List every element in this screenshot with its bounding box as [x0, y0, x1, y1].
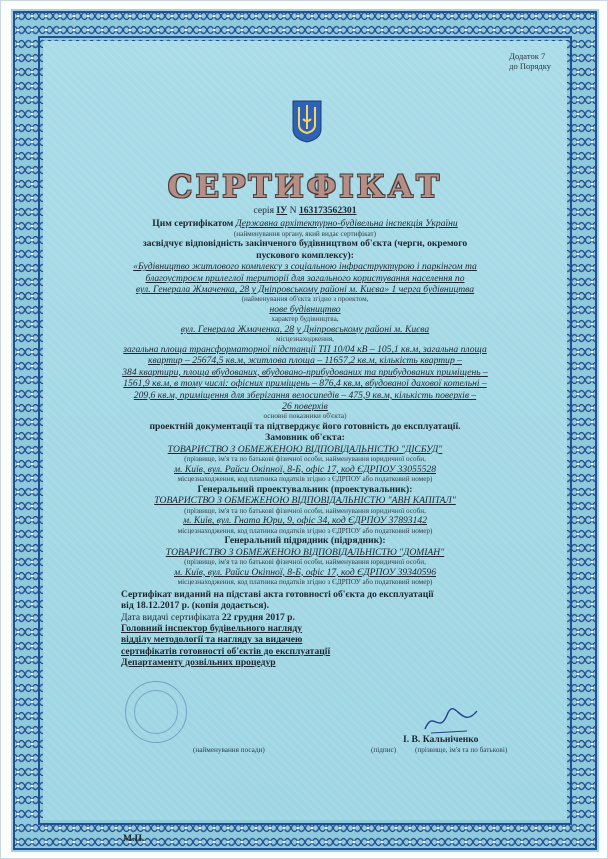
signatory-position-2: відділу методології та нагляду за видачею [121, 634, 303, 646]
name-caption: (прізвище, ім'я та по батькові) [415, 746, 508, 754]
customer-caption-1: (прізвище, ім'я та по батькові фізичної особи, найменування юридичної особи, [184, 455, 426, 464]
issue-date: 22 грудня 2017 р. [221, 611, 295, 623]
confirms-line-2: пускового комплексу): [256, 249, 354, 261]
indicators-line-1: загальна площа трансформаторної підстанції ТП 10/04 кВ – 105,1 кв.м, загальна площа [123, 344, 487, 356]
annex-line-2: до Порядку [509, 61, 551, 71]
construction-type: нове будівництво [269, 304, 341, 316]
annex-line-1: Додаток 7 [509, 51, 546, 61]
series-code: IУ [276, 205, 288, 216]
designer-caption-2: місцезнаходження, код платника податків згідно з ЄДРПОУ або податковий номер) [177, 526, 433, 535]
series-line [43, 205, 567, 216]
indicators-line-3: 384 квартири, площа вбудованих, вбудовано-прибудованих та прибудованих приміщень – [122, 366, 488, 378]
designer-name: ТОВАРИСТВО З ОБМЕЖЕНОЮ ВІДПОВІДАЛЬНІСТЮ "АВН КАПІТАЛ" [154, 495, 456, 507]
issuer-caption: (найменування органу, який видає сертифікат) [233, 229, 377, 238]
indicators-caption: основні показники об'єкта) [263, 412, 347, 421]
issued-basis-line-1: Сертифікат виданий на підставі акта готовності об'єкта до експлуатації [121, 588, 434, 600]
indicators-line-4: 1561,9 кв.м, в тому числі: офісних приміщень – 876,4 кв.м, вбудованої дахової котельні – [123, 378, 487, 390]
seal-place-mark: М.П. [123, 833, 145, 844]
customer-address: м. Київ, вул. Райси Окіпної, 8-Б, офіс 17, код ЄДРПОУ 33055528 [173, 463, 437, 475]
confirms-line-1: засвідчує відповідність закінченого будівництвом об'єкта (черги, окремого [142, 238, 468, 250]
object-line-1: «Будівництво житлового комплексу з соціальною інфраструктурою і паркінгом та [133, 261, 477, 273]
designer-heading: Генеральний проектувальник (проектувальник): [197, 483, 413, 495]
certificate-body [43, 205, 567, 669]
object-line-3: вул. Генерала Жмаченка, 28 у Дніпровському районі м. Києва» 1 черга будівництва [135, 284, 475, 296]
intro-text: Цим сертифікатом [152, 218, 234, 230]
contractor-address: м. Київ, вул. Райси Окіпної, 8-Б, офіс 17, код ЄДРПОУ 39340596 [173, 566, 437, 578]
indicators-line-5: 209,6 кв.м, приміщення для зберігання велосипедів – 475,9 кв.м, кількість поверхів – [133, 389, 477, 401]
contractor-heading: Генеральний підрядник (підрядник): [224, 535, 386, 547]
issued-basis-line-2: від 18.12.2017 р. (копія додається). [121, 600, 269, 612]
issue-date-line [43, 612, 567, 623]
object-location: вул. Генерала Жмаченка, 28 у Дніпровському районі м. Києва [180, 324, 430, 336]
contractor-caption-1: (прізвище, ім'я та по батькові фізичної особи, найменування юридичної особи, [184, 558, 426, 567]
object-caption: (найменування об'єкта згідно з проектом, [241, 295, 369, 304]
number-label: N [289, 205, 297, 216]
official-seal-stamp [125, 681, 187, 743]
certificate-sheet [43, 41, 567, 844]
customer-heading: Замовник об'єкта: [265, 432, 345, 444]
series-label: серія [253, 205, 274, 216]
contractor-caption-2: місцезнаходження, код платника податків згідно з ЄДРПОУ або податковий номер) [177, 578, 433, 587]
issuer-line [43, 218, 567, 229]
certificate-title: СЕРТИФІКАТ [167, 169, 443, 205]
coat-of-arms-icon [291, 99, 323, 143]
construction-caption: характер будівництва, [271, 315, 339, 324]
contractor-name: ТОВАРИСТВО З ОБМЕЖЕНОЮ ВІДПОВІДАЛЬНІСТЮ "ДОМІАН" [165, 546, 445, 558]
issue-date-label: Дата видачі сертифіката [121, 611, 220, 623]
readiness-line: проектній документації та підтверджує його готовність до експлуатації. [149, 421, 461, 433]
signatory-position-1: Головний інспектор будівельного нагляду [121, 622, 303, 634]
certificate-number: 163173562301 [298, 205, 357, 216]
annex-note [509, 51, 551, 71]
object-line-2: благоустроєм прилеглої території для загального користування населення по [145, 272, 465, 284]
designer-caption-1: (прізвище, ім'я та по батькові фізичної особи, найменування юридичної особи, [184, 506, 426, 515]
issuer-name: Державна архітектурно-будівельна інспекція України [235, 218, 458, 230]
customer-caption-2: місцезнаходження, код платника податків згідно з ЄДРПОУ або податковий номер) [177, 475, 433, 484]
customer-name: ТОВАРИСТВО З ОБМЕЖЕНОЮ ВІДПОВІДАЛЬНІСТЮ "ДІСБУД" [167, 443, 443, 455]
signature-caption: (підпис) [371, 746, 397, 754]
position-caption: (найменування посади) [193, 746, 265, 754]
signatory-position-4: Департаменту дозвільних процедур [121, 657, 276, 669]
signatory-position-3: сертифікатів готовності об'єктів до експлуатації [121, 645, 331, 657]
designer-address: м. Київ, вул. Гната Юри, 9, офіс 34, код ЄДРПОУ 37893142 [183, 515, 427, 527]
indicators-line-6: 26 поверхів [282, 401, 328, 413]
signatory-name: І. В. Кальніченко [403, 734, 479, 745]
location-caption: місцезнаходження, [276, 335, 334, 344]
indicators-line-2: квартир – 25674,5 кв.м, житлова площа – 11657,2 кв.м, кількість квартир – [148, 355, 462, 367]
